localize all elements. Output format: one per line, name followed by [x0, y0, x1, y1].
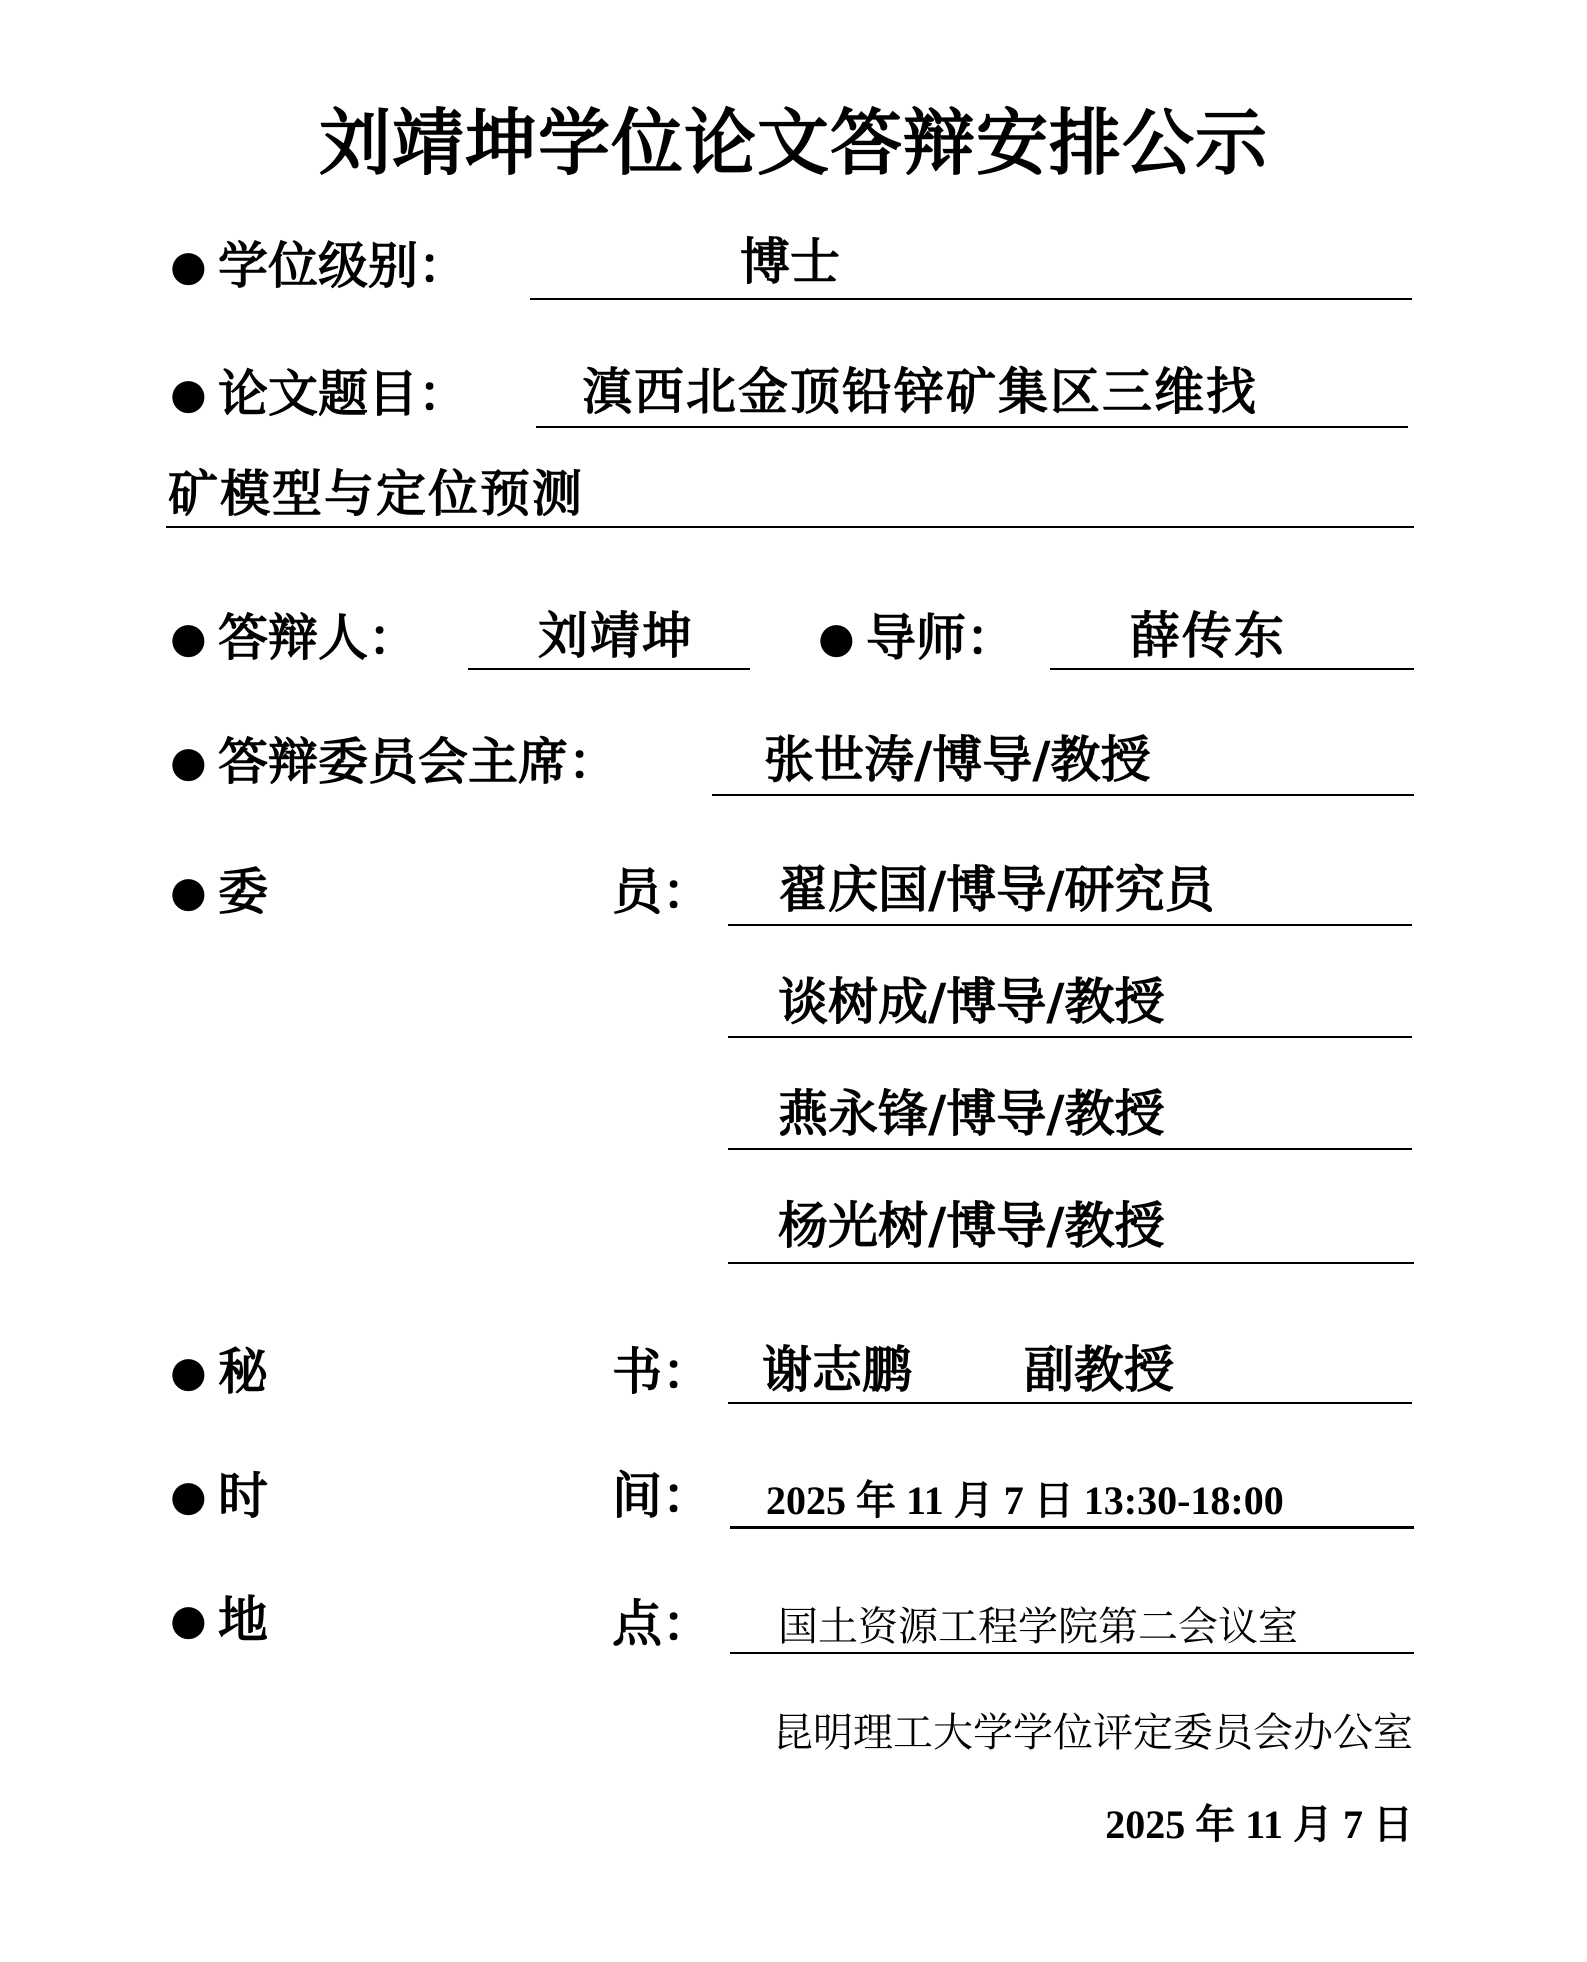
member-1-underline	[728, 924, 1412, 926]
bullet-defender: ●	[170, 613, 207, 662]
member-3: 燕永锋/博导/教授	[778, 1084, 1165, 1143]
place-label-first: 地	[218, 1590, 268, 1649]
member-2-underline	[728, 1036, 1412, 1038]
secretary-title: 副教授	[1024, 1340, 1174, 1399]
thesis-underline-1	[536, 426, 1408, 428]
place-underline	[730, 1652, 1414, 1654]
degree-underline	[530, 298, 1412, 300]
member-2: 谈树成/博导/教授	[778, 972, 1165, 1031]
thesis-underline-2	[166, 526, 1414, 528]
degree-label: 学位级别：	[218, 236, 468, 295]
member-4-underline	[728, 1262, 1414, 1264]
place-value: 国土资源工程学院第二会议室	[778, 1604, 1298, 1650]
bullet-place: ●	[170, 1595, 207, 1644]
bullet-thesis: ●	[170, 369, 207, 418]
member-1: 翟庆国/博导/研究员	[778, 860, 1215, 919]
time-label-last: 间：	[612, 1466, 712, 1525]
bullet-chair: ●	[170, 737, 207, 786]
time-label-first: 时	[218, 1466, 268, 1525]
bullet-members: ●	[170, 867, 207, 916]
footer-date: 2025 年 11 月 7 日	[1105, 1802, 1413, 1847]
thesis-value-line1: 滇西北金顶铅锌矿集区三维找	[582, 362, 1258, 421]
defender-label: 答辩人：	[218, 608, 418, 667]
members-label-first: 委	[218, 862, 268, 921]
chair-value: 张世涛/博导/教授	[764, 730, 1151, 789]
page-title: 刘靖坤学位论文答辩安排公示	[318, 101, 1268, 185]
supervisor-value: 薛传东	[1130, 606, 1286, 665]
secretary-label-first: 秘	[218, 1342, 268, 1401]
chair-underline	[712, 794, 1414, 796]
secretary-label-last: 书：	[612, 1342, 712, 1401]
member-3-underline	[728, 1148, 1412, 1150]
defender-value: 刘靖坤	[538, 606, 694, 665]
thesis-value-line2: 矿模型与定位预测	[168, 464, 584, 523]
secretary-name: 谢志鹏	[762, 1340, 912, 1399]
members-label-last: 员：	[612, 862, 712, 921]
thesis-label: 论文题目：	[218, 364, 468, 423]
place-label-last: 点：	[612, 1594, 712, 1653]
supervisor-underline	[1050, 668, 1414, 670]
time-value: 2025 年 11 月 7 日 13:30-18:00	[766, 1478, 1284, 1523]
member-4: 杨光树/博导/教授	[778, 1196, 1165, 1255]
degree-value: 博士	[740, 232, 840, 291]
bullet-secretary: ●	[170, 1347, 207, 1396]
defender-underline	[468, 668, 750, 670]
footer-organization: 昆明理工大学学位评定委员会办公室	[773, 1710, 1413, 1756]
supervisor-label: 导师：	[866, 608, 1016, 667]
time-underline	[730, 1526, 1414, 1529]
bullet-time: ●	[170, 1471, 207, 1520]
chair-label: 答辩委员会主席：	[218, 732, 618, 791]
secretary-underline	[728, 1402, 1412, 1404]
bullet-degree: ●	[170, 241, 207, 290]
bullet-supervisor: ●	[818, 613, 855, 662]
